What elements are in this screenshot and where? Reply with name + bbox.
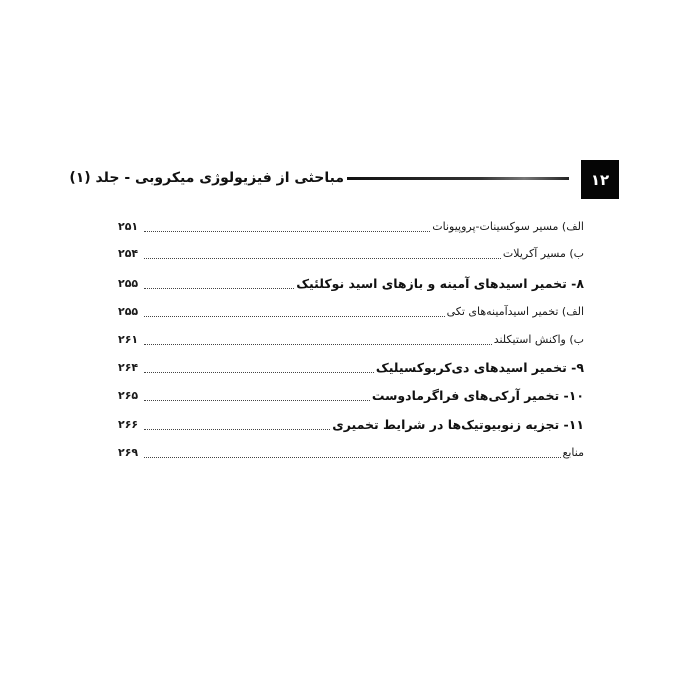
toc-entry-label: ۱۰- تخمیر آرکی‌های فراگرمادوست [371,388,584,403]
dot-leader [144,343,492,345]
toc-entry[interactable] [118,271,584,293]
toc-entry[interactable] [118,327,584,349]
toc-entry-label: الف) تخمیر اسیدآمینه‌های تکی [446,305,584,318]
toc-entry-label: ۱۱- تجزیه زنوبیوتیک‌ها در شرایط تخمیری [332,417,584,432]
dot-leader [144,287,294,289]
toc-entry[interactable] [118,355,584,377]
toc-entry-label: الف) مسیر سوکسینات-پروپیونات [432,220,584,233]
toc-entry-page: ۲۶۹ [118,446,139,459]
toc-entry-page: ۲۶۶ [118,418,139,431]
running-header-title: مباحثی از فیزیولوژی میکروبی - جلد (۱) [69,170,344,186]
header-rule [347,177,569,180]
toc-entry[interactable] [118,412,584,434]
toc-entry[interactable] [118,440,584,462]
dot-leader [144,371,374,373]
toc-entry[interactable] [118,214,584,236]
toc-entry-label: ب) مسیر آکریلات [502,247,584,260]
toc-entry-page: ۲۵۵ [118,277,139,290]
dot-leader [144,230,430,232]
dot-leader [144,399,370,401]
toc-entry-page: ۲۵۴ [118,247,139,260]
dot-leader [144,456,561,458]
toc-entry[interactable] [118,299,584,321]
toc-entry-label: منابع [562,446,584,459]
toc-entry[interactable] [118,383,584,405]
toc-entry-page: ۲۵۱ [118,220,139,233]
toc-entry[interactable] [118,241,584,263]
page-number-badge [581,160,619,199]
dot-leader [144,257,501,259]
dot-leader [144,428,330,430]
toc-entry-label: ب) واکنش استیکلند [493,333,584,346]
toc-entry-label: ۸- تخمیر اسیدهای آمینه و بازهای اسید نوکلئیک [296,276,584,291]
toc-entry-page: ۲۶۱ [118,333,139,346]
toc-entry-page: ۲۶۴ [118,361,139,374]
dot-leader [144,315,445,317]
toc-entry-label: ۹- تخمیر اسیدهای دی‌کربوکسیلیک [375,360,584,375]
toc-entry-page: ۲۵۵ [118,305,139,318]
page-number: ۱۲ [590,170,610,189]
toc-entry-page: ۲۶۵ [118,389,139,402]
